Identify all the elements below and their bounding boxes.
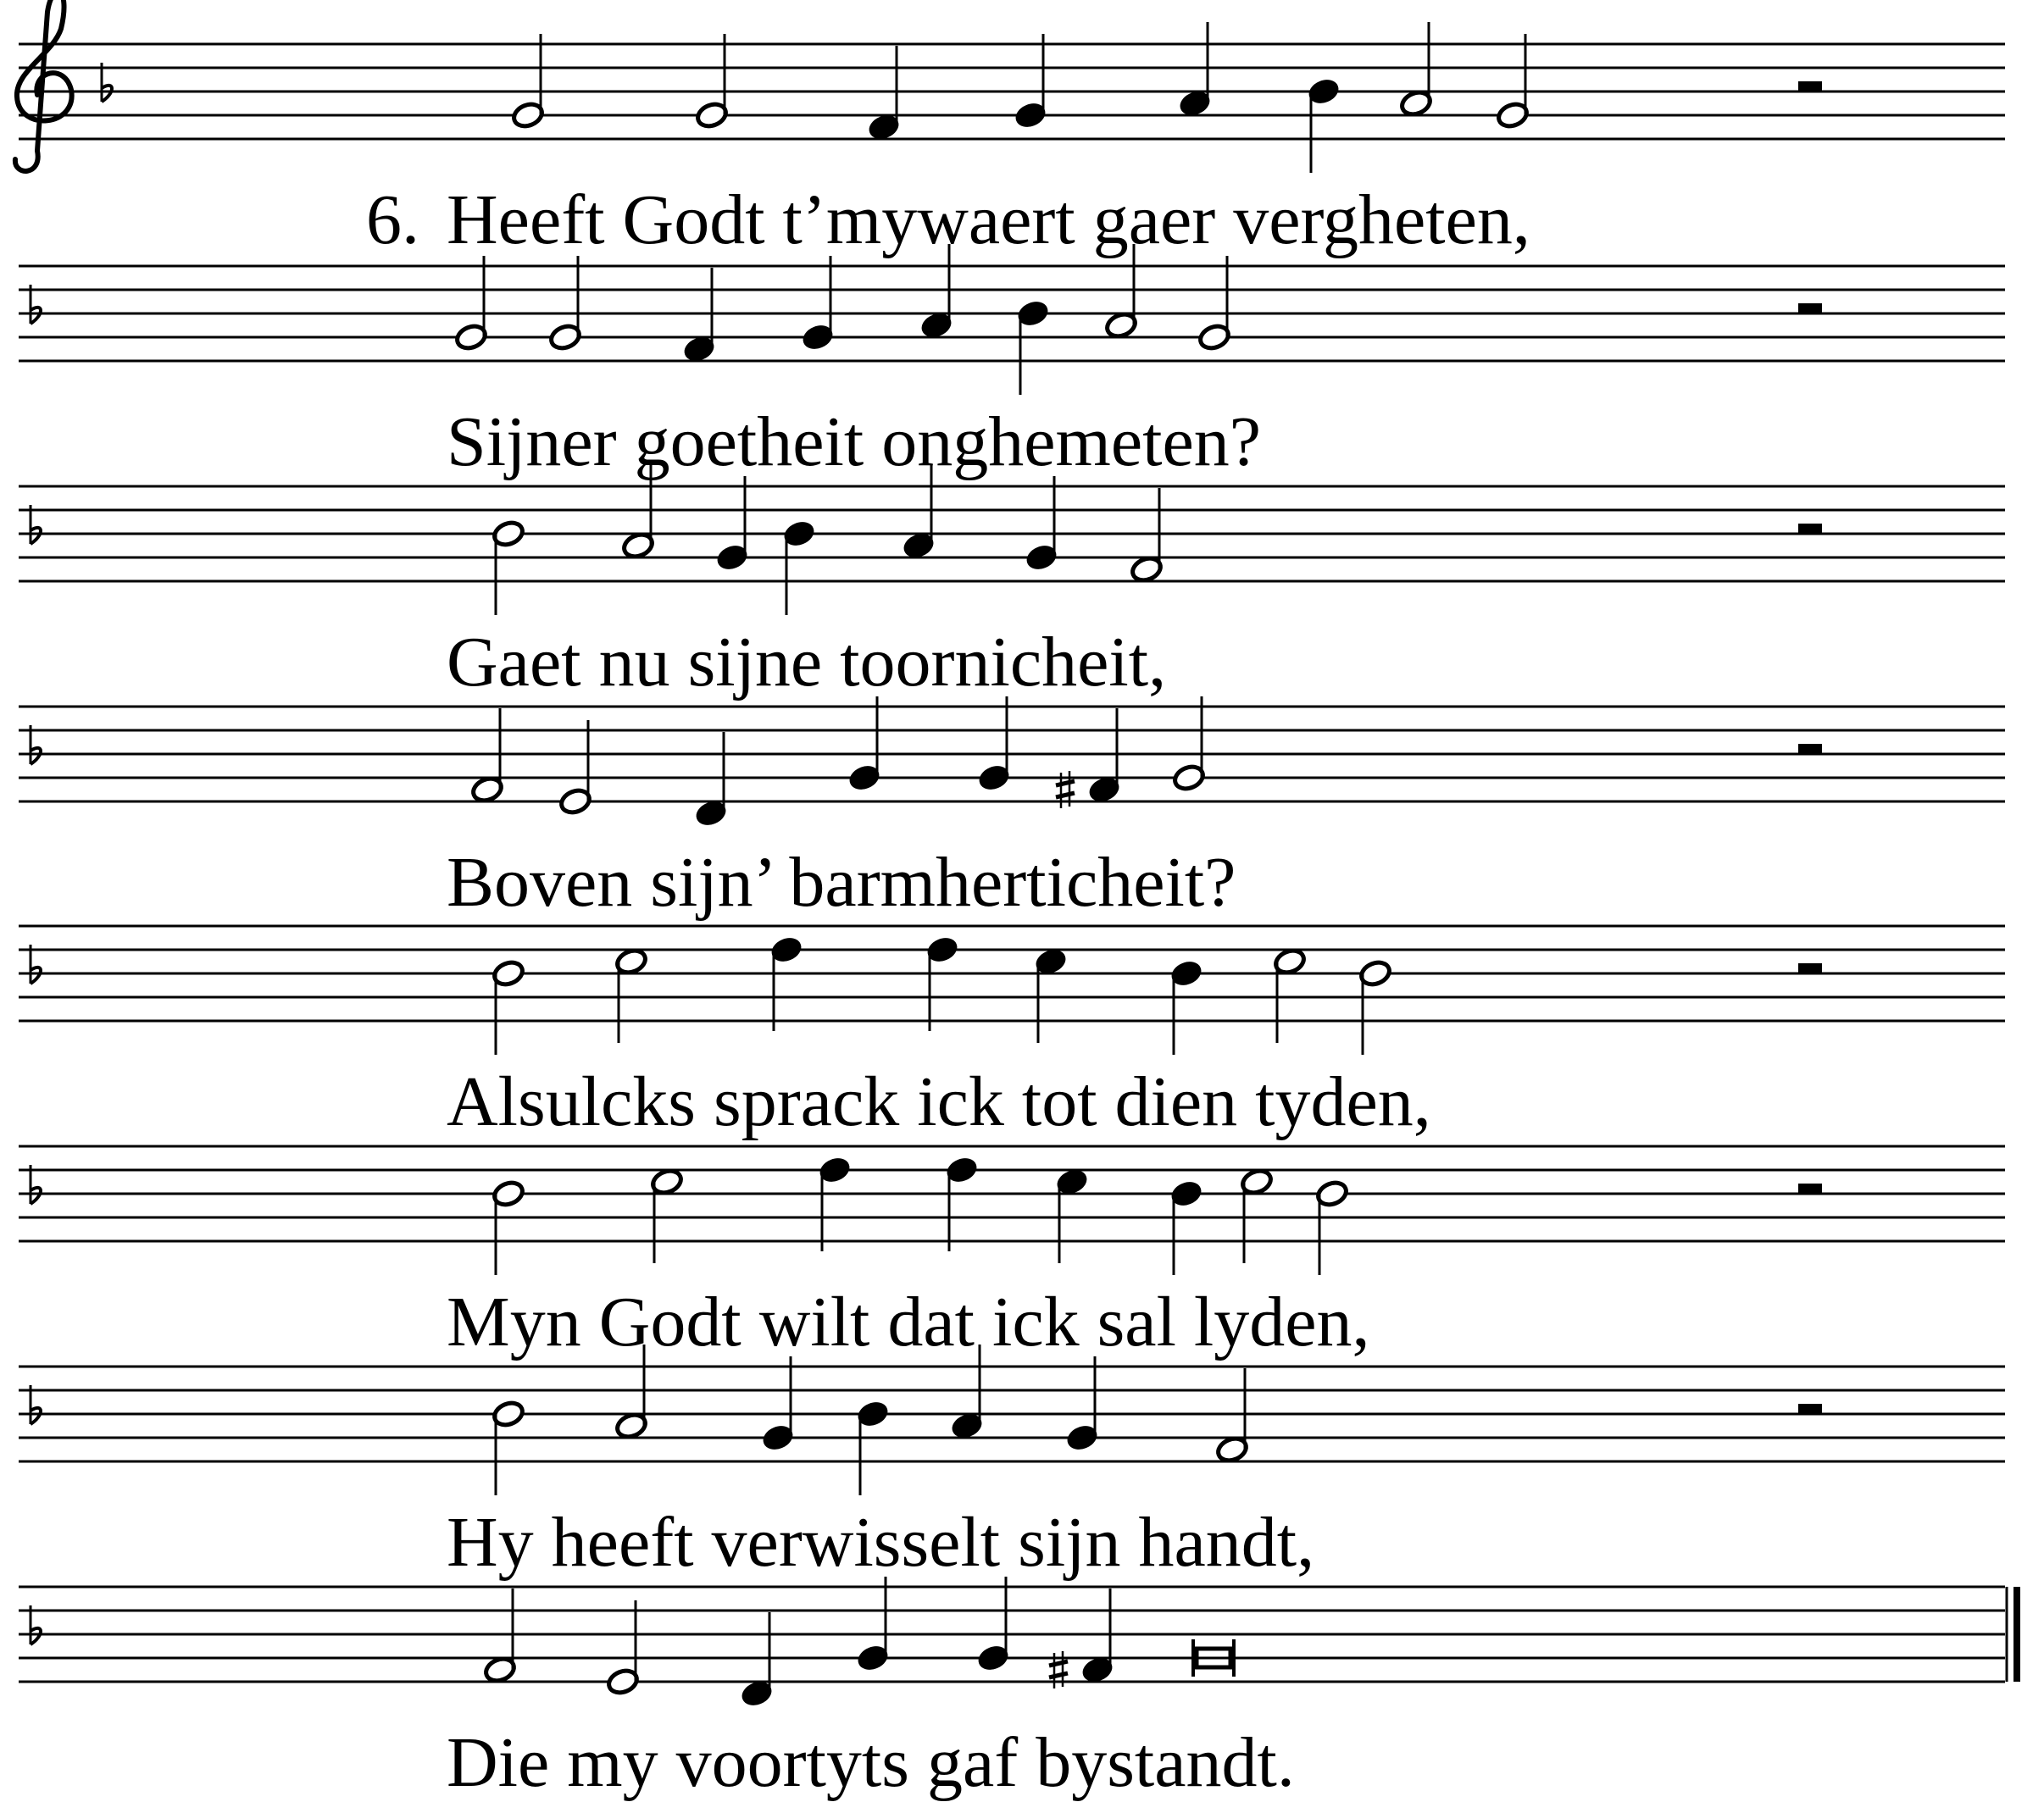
- half-rest: [1798, 524, 1822, 534]
- half-rest: [1798, 81, 1822, 91]
- lyric-line-2: Sijner goetheit onghemeten?: [447, 402, 1262, 481]
- sharp-bar: [1049, 1661, 1068, 1666]
- verse-number: 6.: [366, 180, 419, 259]
- sharp-bar: [1056, 793, 1075, 797]
- staff-system-8: [19, 1577, 2017, 1708]
- flat-bowl: [31, 528, 41, 544]
- half-rest: [1798, 1404, 1822, 1414]
- sharp-bar: [1056, 781, 1075, 785]
- staff-system-3: [19, 464, 2005, 615]
- lyric-line-3: Gaet nu sijne toornicheit,: [447, 623, 1167, 701]
- half-rest: [1798, 1184, 1822, 1194]
- lyric-line-1: Heeft Godt t’mywaert gaer vergheten,: [447, 180, 1530, 259]
- lyric-line-8: Die my voortyts gaf bystandt.: [447, 1723, 1295, 1802]
- flat-bowl: [31, 1628, 41, 1644]
- half-rest: [1798, 303, 1822, 313]
- flat-bowl: [31, 1408, 41, 1424]
- staff-system-1: [15, 0, 2005, 173]
- sharp-bar: [1049, 1673, 1068, 1677]
- flat-bowl: [31, 1188, 41, 1204]
- flat-bowl: [31, 968, 41, 984]
- lyric-line-7: Hy heeft verwisselt sijn handt,: [447, 1503, 1315, 1582]
- staff-system-4: [19, 696, 2005, 828]
- flat-bowl: [31, 748, 41, 764]
- staff-system-5: [19, 926, 2005, 1055]
- lyric-line-4: Boven sijn’ barmherticheit?: [447, 843, 1236, 922]
- lyric-line-5: Alsulcks sprack ick tot dien tyden,: [447, 1062, 1431, 1141]
- half-rest: [1798, 963, 1822, 973]
- half-rest: [1798, 744, 1822, 754]
- lyric-line-6: Myn Godt wilt dat ick sal lyden,: [447, 1283, 1370, 1361]
- staff-system-2: [19, 244, 2005, 395]
- flat-bowl: [31, 308, 41, 324]
- staff-system-6: [19, 1146, 2005, 1275]
- flat-bowl: [102, 86, 112, 102]
- treble-clef-glyph: [15, 0, 72, 171]
- staff-system-7: [19, 1345, 2005, 1495]
